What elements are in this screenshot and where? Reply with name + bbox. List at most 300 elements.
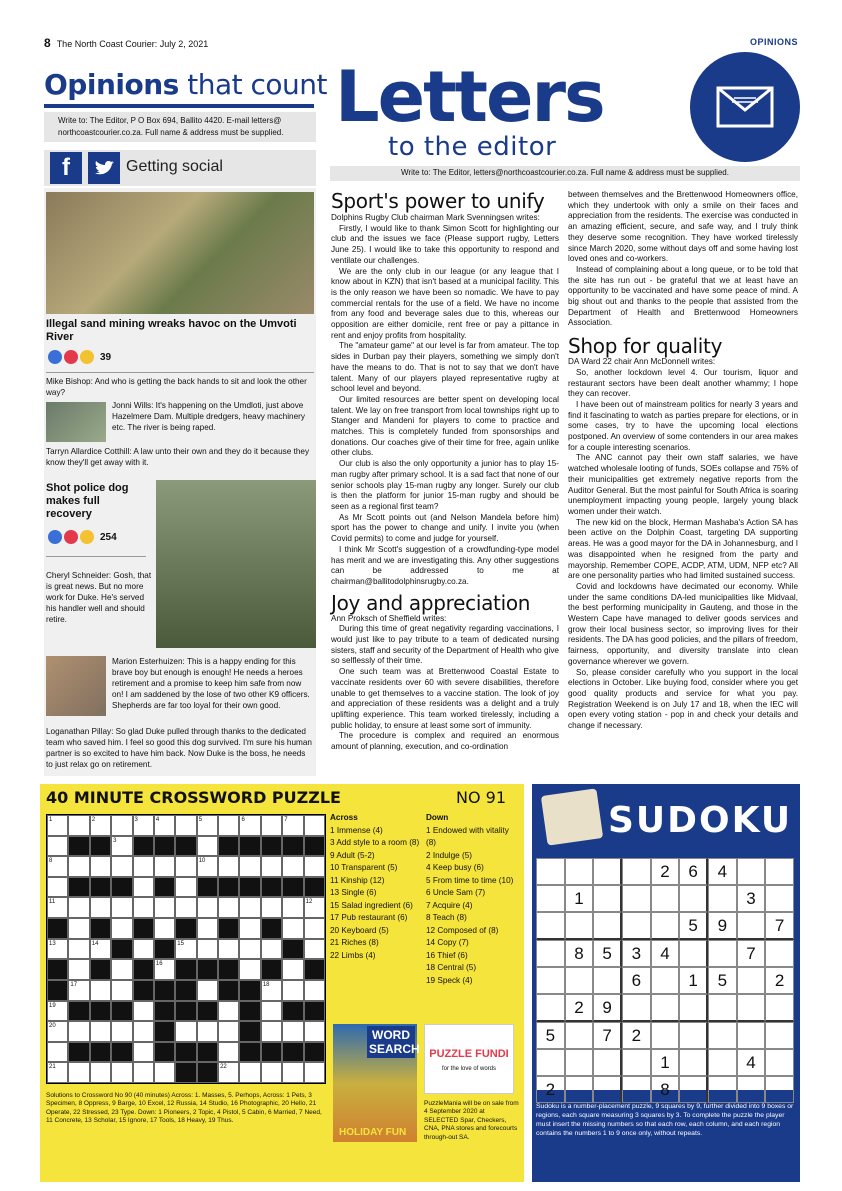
- comment: Marion Esterhuizen: This is a happy ending for this brave boy but enough is enough! He needs a heroes retirement and a promise to keep him safe from now on! I am saddened by the lose of two other K9 officers. Shepherds are far too loyal for their own good.: [112, 657, 310, 710]
- sudoku-cell[interactable]: [708, 1076, 737, 1103]
- sudoku-cell[interactable]: [565, 912, 594, 940]
- story2-headline: Shot police dog makes full recovery: [46, 482, 129, 520]
- crossword-cell[interactable]: [68, 1062, 89, 1083]
- crossword-cell[interactable]: [239, 897, 260, 918]
- crossword-cell[interactable]: 1: [47, 815, 68, 836]
- sudoku-cell[interactable]: [679, 1076, 708, 1103]
- crossword-cell[interactable]: [111, 897, 132, 918]
- crossword-cell[interactable]: [68, 897, 89, 918]
- crossword-cell[interactable]: [154, 836, 175, 857]
- crossword-cell[interactable]: [154, 939, 175, 960]
- crossword-cell[interactable]: [218, 815, 239, 836]
- crossword-cell[interactable]: [154, 1062, 175, 1083]
- crossword-cell[interactable]: [90, 1021, 111, 1042]
- twitter-icon: [88, 152, 120, 184]
- letters-write-to: Write to: The Editor, letters@northcoastcourier.co.za. Full name & address must be supplied.: [330, 166, 800, 181]
- crossword-cell[interactable]: [197, 959, 218, 980]
- sudoku-cell[interactable]: 4: [651, 940, 680, 967]
- crossword-cell[interactable]: [111, 918, 132, 939]
- sudoku-cell[interactable]: [593, 858, 622, 885]
- crossword-cell[interactable]: [90, 918, 111, 939]
- crossword-cell[interactable]: [218, 1021, 239, 1042]
- sudoku-cell[interactable]: [651, 885, 680, 912]
- crossword-cell[interactable]: [282, 836, 303, 857]
- crossword-cell[interactable]: [261, 1001, 282, 1022]
- sudoku-cell[interactable]: [565, 1076, 594, 1103]
- crossword-cell[interactable]: [90, 856, 111, 877]
- sudoku-cell[interactable]: [536, 885, 565, 912]
- sudoku-cell[interactable]: [536, 1049, 565, 1076]
- crossword-cell[interactable]: [239, 877, 260, 898]
- crossword-cell[interactable]: [90, 1001, 111, 1022]
- sudoku-cell[interactable]: [737, 912, 766, 940]
- crossword-cell[interactable]: [175, 856, 196, 877]
- crossword-cell[interactable]: [111, 959, 132, 980]
- sudoku-cell[interactable]: [536, 940, 565, 967]
- reactions: [48, 530, 117, 544]
- love-icon: [64, 350, 78, 364]
- crossword-cell[interactable]: [197, 1062, 218, 1083]
- paper-date: The North Coast Courier: July 2, 2021: [56, 39, 209, 49]
- sudoku-cell[interactable]: 4: [708, 858, 737, 885]
- crossword-cell[interactable]: 12: [304, 897, 325, 918]
- crossword-cell[interactable]: [133, 877, 154, 898]
- crossword-cell[interactable]: [154, 1021, 175, 1042]
- crossword-cell[interactable]: [282, 877, 303, 898]
- crossword-cell[interactable]: [133, 897, 154, 918]
- sudoku-cell[interactable]: [708, 1049, 737, 1076]
- crossword-cell[interactable]: [111, 877, 132, 898]
- crossword-cell[interactable]: 21: [47, 1062, 68, 1083]
- sudoku-cell[interactable]: [536, 967, 565, 994]
- clue: 1 Endowed with vitality (8): [426, 825, 509, 847]
- sudoku-cell[interactable]: 9: [708, 912, 737, 940]
- crossword-cell[interactable]: [239, 959, 260, 980]
- sudoku-cell[interactable]: [708, 994, 737, 1022]
- crossword-cell[interactable]: [47, 959, 68, 980]
- clue: 9 Adult (5-2): [330, 850, 375, 860]
- crossword-cell[interactable]: 15: [175, 939, 196, 960]
- crossword-cell[interactable]: [304, 877, 325, 898]
- crossword-cell[interactable]: [261, 897, 282, 918]
- letter-title: Sport's power to unify: [331, 189, 545, 213]
- sudoku-cell[interactable]: [708, 1022, 737, 1049]
- crossword-cell[interactable]: [90, 897, 111, 918]
- envelope-icon: [690, 52, 800, 162]
- crossword-cell[interactable]: [111, 1001, 132, 1022]
- sudoku-cell[interactable]: [765, 885, 794, 912]
- sudoku-cell[interactable]: [765, 1076, 794, 1103]
- sudoku-cell[interactable]: [593, 912, 622, 940]
- crossword-cell[interactable]: [175, 980, 196, 1001]
- crossword-cell[interactable]: [133, 939, 154, 960]
- sudoku-cell[interactable]: [565, 1049, 594, 1076]
- like-icon: [48, 350, 62, 364]
- crossword-cell[interactable]: [175, 1021, 196, 1042]
- crossword-cell[interactable]: [154, 918, 175, 939]
- crossword-cell[interactable]: [239, 1062, 260, 1083]
- crossword-cell[interactable]: [261, 918, 282, 939]
- sudoku-cell[interactable]: [593, 885, 622, 912]
- sudoku-cell[interactable]: [622, 912, 651, 940]
- crossword-cell[interactable]: [154, 856, 175, 877]
- crossword-cell[interactable]: 5: [197, 815, 218, 836]
- crossword-cell[interactable]: [261, 959, 282, 980]
- continuation: between themselves and the Brettenwood Homeowners office, which they undertook with only a smile on their faces and appreciation from the residents. The exercise was conducted in an amazing efficient, secure, and safe way, and I truly think they deserve some recognition. They have worked tirelessly since March 2020, some without days off and some having lost loved ones and co-workers.: [568, 190, 798, 264]
- crossword-cell[interactable]: [47, 980, 68, 1001]
- sudoku-cell[interactable]: [593, 967, 622, 994]
- sudoku-cell[interactable]: [737, 967, 766, 994]
- word-search-ad: WORD SEARCH HOLIDAY FUN: [333, 1024, 417, 1142]
- crossword-cell[interactable]: [68, 856, 89, 877]
- crossword-cell[interactable]: [47, 836, 68, 857]
- crossword-cell[interactable]: [304, 939, 325, 960]
- sudoku-cell[interactable]: 2: [765, 967, 794, 994]
- crossword-cell[interactable]: [261, 1042, 282, 1063]
- crossword-cell[interactable]: 2: [90, 815, 111, 836]
- crossword-cell[interactable]: [133, 1042, 154, 1063]
- crossword-cell[interactable]: [282, 980, 303, 1001]
- crossword-cell[interactable]: [197, 836, 218, 857]
- crossword-cell[interactable]: [239, 1021, 260, 1042]
- care-icon: [80, 530, 94, 544]
- sudoku-cell[interactable]: [622, 1049, 651, 1076]
- page-header: [44, 36, 208, 50]
- crossword-cell[interactable]: [261, 877, 282, 898]
- crossword-cell[interactable]: [282, 1042, 303, 1063]
- getting-social-title: Getting social: [126, 158, 223, 175]
- crossword-cell[interactable]: [239, 836, 260, 857]
- crossword-cell[interactable]: [197, 877, 218, 898]
- crossword-cell[interactable]: [111, 980, 132, 1001]
- crossword-cell[interactable]: 19: [47, 1001, 68, 1022]
- crossword-cell[interactable]: [218, 1001, 239, 1022]
- sudoku-cell[interactable]: [765, 940, 794, 967]
- clue: 22 Limbs (4): [330, 950, 376, 960]
- clue: 21 Riches (8): [330, 938, 379, 947]
- sudoku-cell[interactable]: [765, 858, 794, 885]
- crossword-cell[interactable]: [304, 918, 325, 939]
- crossword-cell[interactable]: [175, 1042, 196, 1063]
- crossword-cell[interactable]: [175, 897, 196, 918]
- crossword-cell[interactable]: 20: [47, 1021, 68, 1042]
- sudoku-cell[interactable]: 3: [622, 940, 651, 967]
- clue: 2 Indulge (5): [426, 850, 472, 860]
- crossword-cell[interactable]: 13: [47, 939, 68, 960]
- sudoku-cell[interactable]: [622, 858, 651, 885]
- crossword-cell[interactable]: [218, 877, 239, 898]
- crossword-cell[interactable]: [304, 1001, 325, 1022]
- crossword-cell[interactable]: [133, 1062, 154, 1083]
- crossword-cell[interactable]: [175, 877, 196, 898]
- clue: 16 Thief (6): [426, 950, 468, 960]
- sudoku-cell[interactable]: [622, 1076, 651, 1103]
- clue: 15 Salad ingredient (6): [330, 900, 413, 910]
- crossword-cell[interactable]: [111, 815, 132, 836]
- crossword-cell[interactable]: [68, 836, 89, 857]
- crossword-cell[interactable]: [239, 1042, 260, 1063]
- crossword-cell[interactable]: [197, 939, 218, 960]
- sudoku-cell[interactable]: [679, 940, 708, 967]
- crossword-cell[interactable]: [218, 836, 239, 857]
- crossword-cell[interactable]: 3: [133, 815, 154, 836]
- sudoku-cell[interactable]: 6: [622, 967, 651, 994]
- sudoku-cell[interactable]: 8: [565, 940, 594, 967]
- crossword-cell[interactable]: [304, 815, 325, 836]
- sudoku-cell[interactable]: 7: [737, 940, 766, 967]
- crossword-cell[interactable]: 10: [197, 856, 218, 877]
- sudoku-cell[interactable]: 1: [651, 1049, 680, 1076]
- crossword-cell[interactable]: [175, 959, 196, 980]
- clue: 1 Immense (4): [330, 825, 383, 835]
- crossword-cell[interactable]: [261, 939, 282, 960]
- clue: 18 Central (5): [426, 963, 477, 972]
- sudoku-cell[interactable]: [651, 912, 680, 940]
- crossword-cell[interactable]: 8: [47, 856, 68, 877]
- sudoku-instructions: Sudoku is a number-placement puzzle, 9 squares by 9, further divided into 9 boxes or regions, each square measuring 3 squares by 3. To complete the puzzle the player must insert the missing numbers so that each row, each column, and each region contains the numbers 1 to 9 once only, without repeats.: [536, 1103, 794, 1137]
- sudoku-cell[interactable]: 8: [651, 1076, 680, 1103]
- crossword-cell[interactable]: [133, 1001, 154, 1022]
- crossword-cell[interactable]: 18: [261, 980, 282, 1001]
- sudoku-grid[interactable]: [536, 858, 794, 1099]
- crossword-cell[interactable]: 4: [154, 815, 175, 836]
- clue: 12 Composed of (8): [426, 925, 499, 935]
- crossword-cell[interactable]: [261, 1021, 282, 1042]
- sudoku-cell[interactable]: 2: [536, 1076, 565, 1103]
- crossword-cell[interactable]: [239, 856, 260, 877]
- crossword-cell[interactable]: [239, 980, 260, 1001]
- sudoku-cell[interactable]: 7: [765, 912, 794, 940]
- crossword-cell[interactable]: [90, 1042, 111, 1063]
- sudoku-cell[interactable]: [565, 858, 594, 885]
- crossword-cell[interactable]: [47, 877, 68, 898]
- sudoku-cell[interactable]: [737, 1022, 766, 1049]
- sport-letter: Sport's power to unify Dolphins Rugby Club chairman Mark Svenningsen writes: Firstly, I would like to thank Simon Scott for highlighting our club and the issues we face (Please support rugby, Letters June 25). I would like to take this opportunity to respond and ventilate our challenges. We are the only club in our league (or any league that I know about in KZN) that isn't based at a municipal facility. This is the only reason we have been so nomadic. We have to pay commercial rentals for the use of a field. We have no income from any food and beverage sales due to this, whereas our opposition are either domicile, rent free or pay a pittance in rent and enjoy profits from hospitality. The "amateur game" at our level is far from amateur. The top sides in Durban pay their players, something we simply don't have the means to do. That is not to say that we don't have talent. Many of our players played representative rugby at school level and beyond. Our limited resources are better spent on developing local talent. We lay on free transport from local townships right up to Stanger and Mandeni for players to come to practice and matches. This is completely funded from sponsorships and donations. Our coaches give of their time for free, again unlike other clubs. Our club is also the only opportunity a junior has to play 15-man rugby after primary school. It is a sad fact that none of our senior schools play 15-man rugby any longer. Surely our club is then the platform for junior 15-man rugby and should be seen as a regional first team? As Mr Scott points out (and Nelson Mandela before him) sport has the power to change and unify. I invite you (when Covid permits) to come and judge for yourself. I think Mr Scott's suggestion of a crowdfunding-type model has merit and we are investigating this. Any other suggestions can be addressed to me at chairman@ballitodolphinsrugby.co.za. Joy and appreciation Ann Proksch of Sheffield writes: During this time of great negativity regarding vaccinations, I would just like to pay tribute to a team of dedicated nursing sisters, staff and security of the Department of Health who give so selflessly of their time. One such team was at Brettenwood Coastal Estate to vaccinate residents over 60 with severe disabilities, therefore unable to get themselves to a vaccine station. The look of joy and appreciation of these residents was a delight and a truly uplifting experience. This team worked tirelessly, including a public holiday, to ensure at least some sort of immunity. The procedure is complex and required an enormous amount of planning, execution, and co-ordination: [331, 189, 560, 752]
- crossword-cell[interactable]: [282, 1021, 303, 1042]
- crossword-cell[interactable]: 11: [47, 897, 68, 918]
- crossword-cell[interactable]: [111, 1062, 132, 1083]
- crossword-cell[interactable]: [218, 1042, 239, 1063]
- crossword-cell[interactable]: [282, 1001, 303, 1022]
- letter-title: Joy and appreciation: [331, 590, 531, 615]
- crossword-cell[interactable]: [282, 918, 303, 939]
- crossword-cell[interactable]: [47, 918, 68, 939]
- crossword-cell[interactable]: [304, 1021, 325, 1042]
- crossword-cell[interactable]: [304, 1062, 325, 1083]
- crossword-cell[interactable]: 7: [282, 815, 303, 836]
- crossword-cell[interactable]: [90, 980, 111, 1001]
- crossword-cell[interactable]: [197, 918, 218, 939]
- crossword-cell[interactable]: [218, 980, 239, 1001]
- crossword-cell[interactable]: [282, 897, 303, 918]
- clue: 5 From time to time (10): [426, 875, 514, 885]
- sudoku-cell[interactable]: [622, 994, 651, 1022]
- crossword-cell[interactable]: [239, 939, 260, 960]
- sudoku-cell[interactable]: 1: [679, 967, 708, 994]
- crossword-cell[interactable]: [218, 856, 239, 877]
- sudoku-cell[interactable]: [679, 885, 708, 912]
- sudoku-cell[interactable]: [565, 1022, 594, 1049]
- crossword-cell[interactable]: [68, 1001, 89, 1022]
- sudoku-cell[interactable]: [593, 1049, 622, 1076]
- sudoku-cell[interactable]: [708, 885, 737, 912]
- crossword-cell[interactable]: [133, 1021, 154, 1042]
- sudoku-cell[interactable]: 5: [708, 967, 737, 994]
- sudoku-cell[interactable]: [622, 885, 651, 912]
- clue: 7 Acquire (4): [426, 900, 473, 910]
- crossword-cell[interactable]: [68, 1042, 89, 1063]
- police-dog-photo: [156, 480, 316, 648]
- sudoku-cell[interactable]: [651, 967, 680, 994]
- crossword-cell[interactable]: [197, 980, 218, 1001]
- sudoku-cell[interactable]: 6: [679, 858, 708, 885]
- crossword-cell[interactable]: [68, 1021, 89, 1042]
- crossword-cell[interactable]: [261, 836, 282, 857]
- crossword-cell[interactable]: [197, 897, 218, 918]
- sudoku-cell[interactable]: [536, 912, 565, 940]
- sudoku-title: SUDOKU: [608, 800, 793, 841]
- crossword-cell[interactable]: [175, 918, 196, 939]
- crossword-cell[interactable]: [175, 836, 196, 857]
- crossword-cell[interactable]: 14: [90, 939, 111, 960]
- crossword-number: NO 91: [456, 788, 507, 807]
- crossword-cell[interactable]: [90, 877, 111, 898]
- sudoku-cell[interactable]: 4: [737, 1049, 766, 1076]
- crossword-cell[interactable]: 6: [239, 815, 260, 836]
- sudoku-cell[interactable]: [737, 994, 766, 1022]
- clue: 20 Keyboard (5): [330, 925, 389, 935]
- section-label: OPINIONS: [749, 37, 798, 47]
- crossword-cell[interactable]: [197, 1042, 218, 1063]
- crossword-cell[interactable]: [175, 1062, 196, 1083]
- facebook-icon: f: [50, 152, 82, 184]
- crossword-cell[interactable]: [175, 1001, 196, 1022]
- crossword-cell[interactable]: [111, 939, 132, 960]
- sudoku-cell[interactable]: 1: [565, 885, 594, 912]
- reactions: [48, 350, 111, 364]
- crossword-cell[interactable]: [154, 877, 175, 898]
- sudoku-cell[interactable]: [765, 994, 794, 1022]
- sudoku-cell[interactable]: 5: [679, 912, 708, 940]
- sudoku-cell[interactable]: [679, 994, 708, 1022]
- crossword-cell[interactable]: [261, 815, 282, 836]
- sudoku-cell[interactable]: [679, 1022, 708, 1049]
- crossword-cell[interactable]: [218, 939, 239, 960]
- sudoku-cell[interactable]: [679, 1049, 708, 1076]
- crossword-cell[interactable]: [282, 939, 303, 960]
- sudoku-cell[interactable]: [765, 1022, 794, 1049]
- love-icon: [64, 530, 78, 544]
- puzzle-fundi-ad: PUZZLE FUNDI for the love of words: [424, 1024, 514, 1094]
- crossword-cell[interactable]: [68, 877, 89, 898]
- sudoku-cell[interactable]: 7: [593, 1022, 622, 1049]
- crossword-cell[interactable]: [175, 815, 196, 836]
- sudoku-cell[interactable]: 5: [593, 940, 622, 967]
- sudoku-cell[interactable]: [737, 1076, 766, 1103]
- clue: 14 Copy (7): [426, 938, 469, 947]
- crossword-cell[interactable]: [68, 959, 89, 980]
- crossword-cell[interactable]: [133, 980, 154, 1001]
- crossword-cell[interactable]: [282, 856, 303, 877]
- comment: Loganathan Pillay: So glad Duke pulled through thanks to the dedicated team who saved him. I feel so good this dog survived. I'm sure his human partner is so excited to have him back. Now Duke is the boss, he needs to just relax go on retirement.: [46, 727, 312, 769]
- crossword-cell[interactable]: [111, 1042, 132, 1063]
- crossword-cell[interactable]: 17: [68, 980, 89, 1001]
- sudoku-cell[interactable]: [536, 858, 565, 885]
- crossword-cell[interactable]: 16: [154, 959, 175, 980]
- down-clues: Down 1 Endowed with vitality (8) 2 Indulge (5) 4 Keep busy (6) 5 From time to time (10) 6 Uncle Sam (7) 7 Acquire (4) 8 Teach (8) 12 Composed of (8) 14 Copy (7) 16 Thief (6) 18 Central (5) 19 Speck (4): [426, 812, 520, 987]
- sudoku-cell[interactable]: 2: [622, 1022, 651, 1049]
- comment: Mike Bishop: And who is getting the back hands to sit and look the other way?: [46, 377, 307, 397]
- crossword-cell[interactable]: [282, 959, 303, 980]
- crossword-cell[interactable]: [90, 959, 111, 980]
- sudoku-cell[interactable]: [765, 1049, 794, 1076]
- crossword-cell[interactable]: [304, 856, 325, 877]
- crossword-cell[interactable]: [282, 1062, 303, 1083]
- sudoku-cell[interactable]: [651, 1022, 680, 1049]
- sudoku-cell[interactable]: [536, 994, 565, 1022]
- crossword-cell[interactable]: [154, 1042, 175, 1063]
- sudoku-cell[interactable]: [565, 967, 594, 994]
- crossword-cell[interactable]: [218, 918, 239, 939]
- crossword-cell[interactable]: [111, 856, 132, 877]
- sudoku-cell[interactable]: [737, 858, 766, 885]
- crossword-cell[interactable]: [197, 1021, 218, 1042]
- crossword-cell[interactable]: [197, 1001, 218, 1022]
- sudoku-cell[interactable]: 2: [651, 858, 680, 885]
- crossword-cell[interactable]: [68, 918, 89, 939]
- crossword-cell[interactable]: 22: [218, 1062, 239, 1083]
- clue: 8 Teach (8): [426, 913, 467, 922]
- sudoku-cell[interactable]: 2: [565, 994, 594, 1022]
- crossword-cell[interactable]: [239, 1001, 260, 1022]
- crossword-cell[interactable]: [90, 836, 111, 857]
- reaction-count: 254: [100, 531, 117, 543]
- crossword-cell[interactable]: [133, 959, 154, 980]
- crossword-cell[interactable]: [90, 1062, 111, 1083]
- crossword-cell[interactable]: [111, 1021, 132, 1042]
- sudoku-cell[interactable]: [708, 940, 737, 967]
- crossword-cell[interactable]: [133, 918, 154, 939]
- crossword-cell[interactable]: [133, 836, 154, 857]
- crossword-grid[interactable]: [46, 814, 326, 1084]
- crossword-cell[interactable]: [154, 1001, 175, 1022]
- crossword-cell[interactable]: [47, 1042, 68, 1063]
- clue: 11 Kinship (12): [330, 875, 385, 885]
- comment: Jonni Wills: It's happening on the Umdloti, just above Hazelmere Dam. Multiple dredgers, heavy machinery etc. The river is being raped.: [112, 401, 305, 432]
- crossword-cell[interactable]: 3: [111, 836, 132, 857]
- crossword-cell[interactable]: [261, 1062, 282, 1083]
- crossword-cell[interactable]: [239, 918, 260, 939]
- sudoku-cell[interactable]: [593, 1076, 622, 1103]
- crossword-cell[interactable]: [304, 836, 325, 857]
- crossword-cell[interactable]: [154, 980, 175, 1001]
- crossword-cell[interactable]: [68, 815, 89, 836]
- sudoku-cell[interactable]: 9: [593, 994, 622, 1022]
- crossword-cell[interactable]: [304, 1042, 325, 1063]
- crossword-cell[interactable]: [133, 856, 154, 877]
- sudoku-cell[interactable]: 5: [536, 1022, 565, 1049]
- crossword-cell[interactable]: [304, 959, 325, 980]
- crossword-cell[interactable]: [218, 959, 239, 980]
- crossword-cell[interactable]: [68, 939, 89, 960]
- crossword-cell[interactable]: [261, 856, 282, 877]
- crossword-cell[interactable]: [154, 897, 175, 918]
- crossword-cell[interactable]: [304, 980, 325, 1001]
- sudoku-cell[interactable]: [651, 994, 680, 1022]
- sudoku-cell[interactable]: 3: [737, 885, 766, 912]
- crossword-cell[interactable]: [218, 897, 239, 918]
- letters-title: Letters: [335, 56, 604, 138]
